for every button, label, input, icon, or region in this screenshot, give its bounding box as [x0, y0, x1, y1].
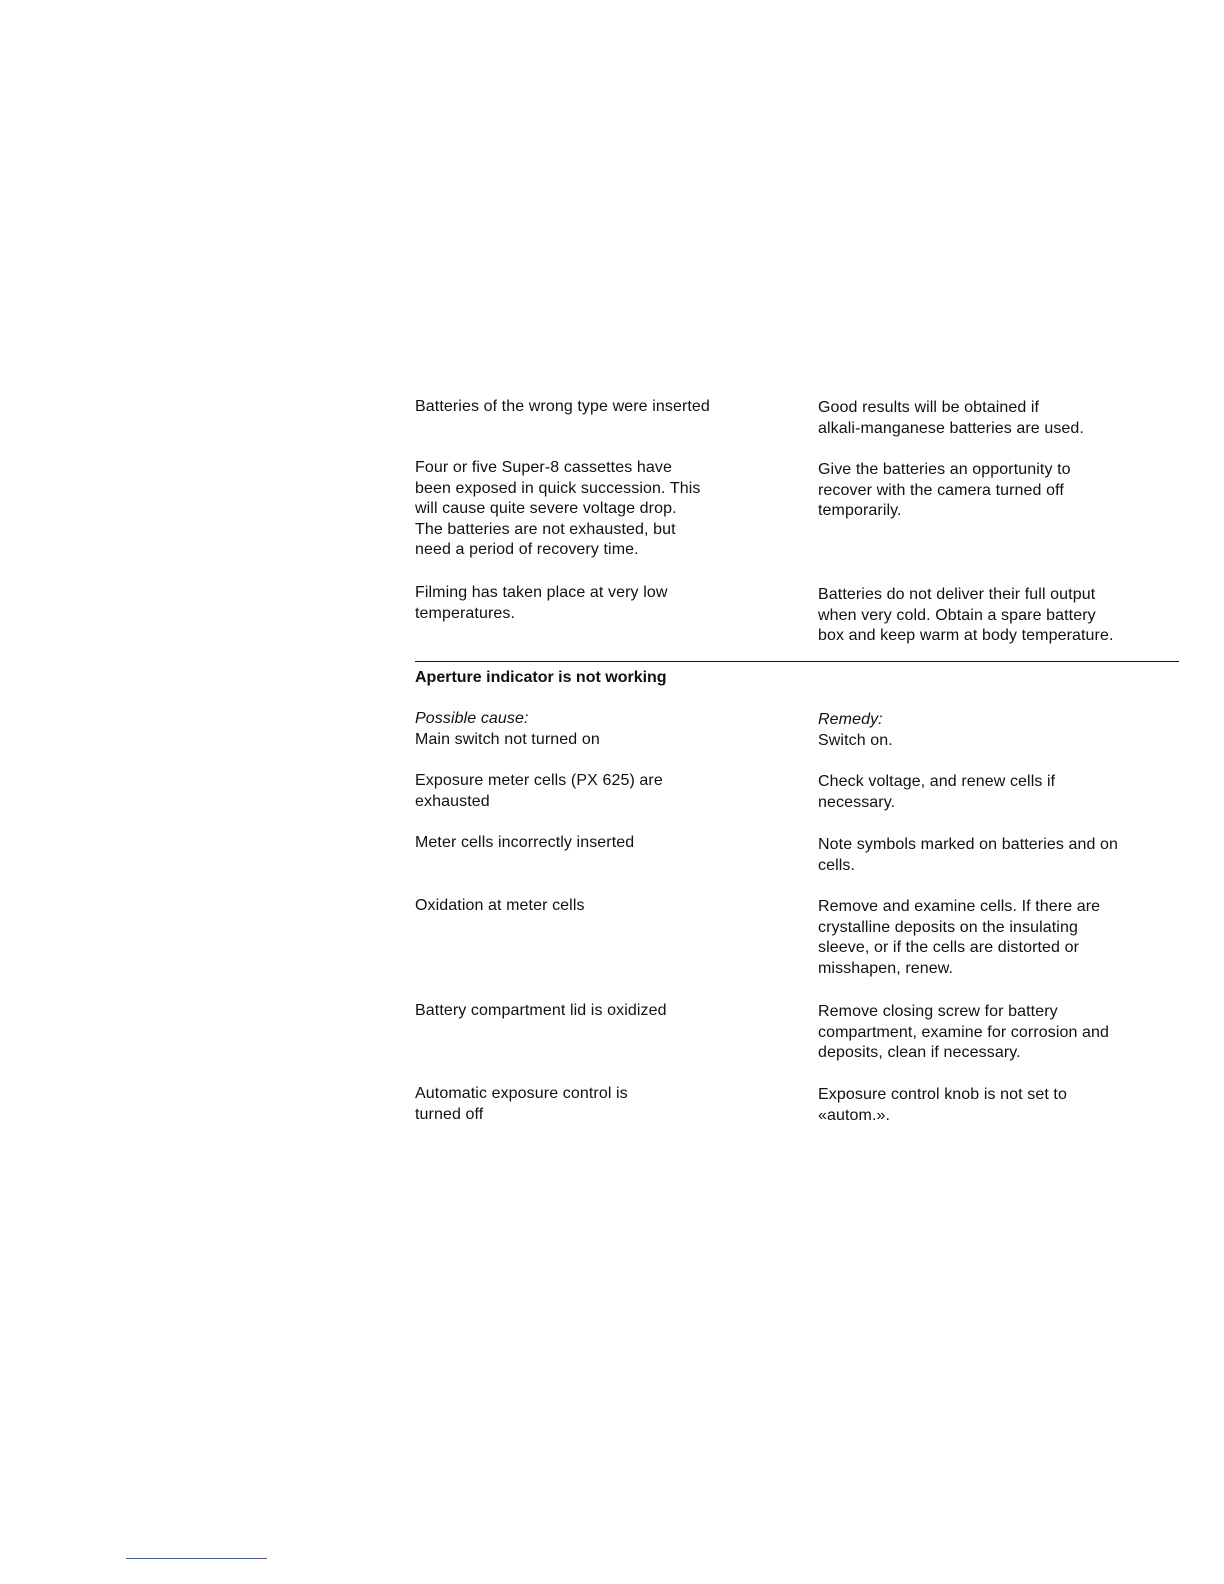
remedy-auto-exposure-off: Exposure control knob is not set to «autom.».: [818, 1086, 1067, 1124]
cause-main-switch: Main switch not turned on: [415, 731, 600, 748]
remedy-wrong-batteries: Good results will be obtained if alkali-manganese batteries are used.: [818, 399, 1084, 437]
remedy-main-switch: Switch on.: [818, 732, 893, 749]
remedy-column-label: Remedy:: [818, 711, 883, 728]
cause-quick-succession: Four or five Super-8 cassettes have been exposed in quick succession. This will cause quite severe voltage drop. The batteries are not exhausted, but need a period of recovery time.: [415, 459, 701, 559]
section-divider: [415, 661, 1179, 662]
footer-line: [126, 1558, 267, 1559]
remedy-cells-incorrect: Note symbols marked on batteries and on cells.: [818, 836, 1119, 874]
remedy-quick-succession: Give the batteries an opportunity to recover with the camera turned off temporarily.: [818, 461, 1071, 520]
remedy-oxidation: Remove and examine cells. If there are crystalline deposits on the insulating sleeve, or if the cells are distorted or misshapen, renew.: [818, 898, 1101, 977]
remedy-low-temperatures: Batteries do not deliver their full output when very cold. Obtain a spare battery box and keep warm at body temperature.: [818, 586, 1114, 645]
cause-low-temperatures: Filming has taken place at very low temperatures.: [415, 584, 668, 622]
cause-oxidation: Oxidation at meter cells: [415, 897, 585, 914]
cause-auto-exposure-off: Automatic exposure control is turned off: [415, 1085, 628, 1123]
remedy-cells-exhausted: Check voltage, and renew cells if necessary.: [818, 773, 1056, 811]
remedy-lid-oxidized: Remove closing screw for battery compartment, examine for corrosion and deposits, clean if necessary.: [818, 1003, 1110, 1062]
cause-cells-incorrect: Meter cells incorrectly inserted: [415, 834, 635, 851]
cause-column-label: Possible cause:: [415, 710, 529, 727]
cause-wrong-batteries: Batteries of the wrong type were inserted: [415, 398, 710, 415]
cause-cells-exhausted: Exposure meter cells (PX 625) are exhausted: [415, 772, 663, 810]
section-heading: Aperture indicator is not working: [415, 669, 667, 686]
cause-lid-oxidized: Battery compartment lid is oxidized: [415, 1002, 667, 1019]
